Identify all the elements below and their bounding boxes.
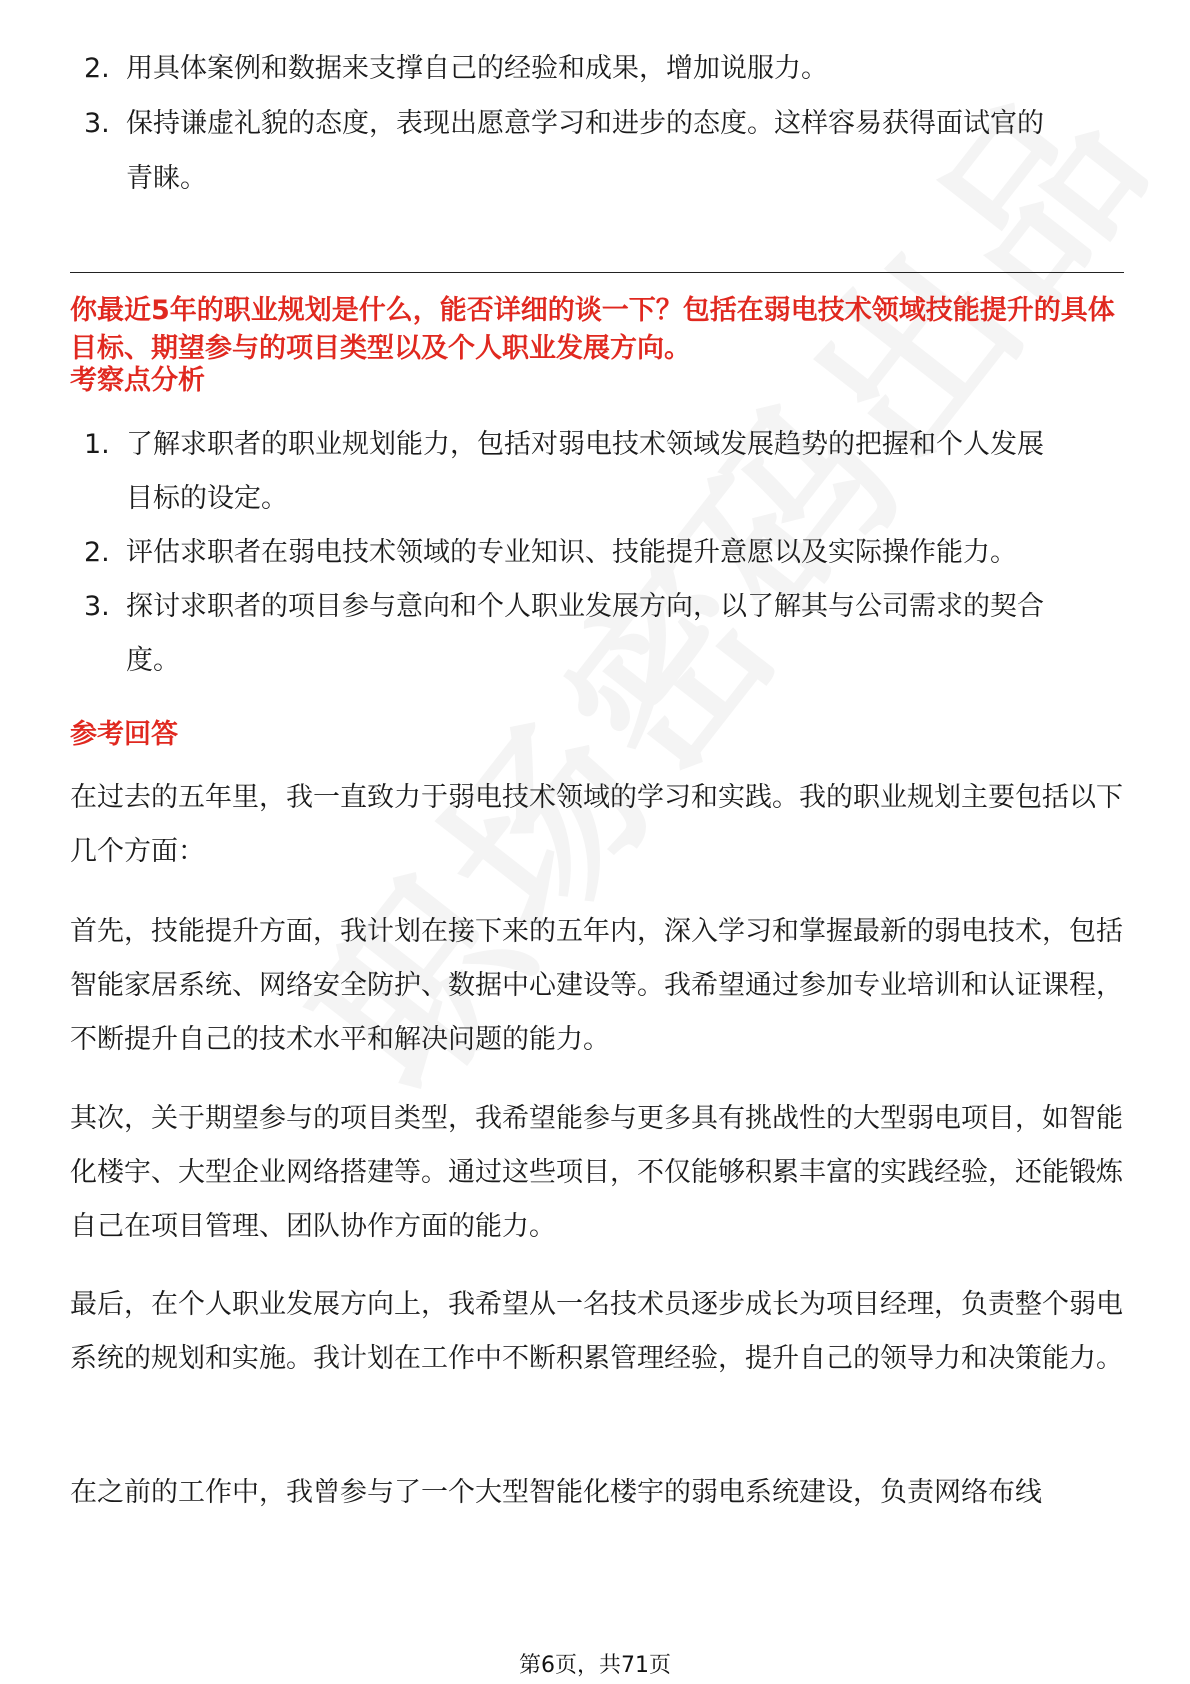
answer-paragraph: 其次，关于期望参与的项目类型，我希望能参与更多具有挑战性的大型弱电项目，如智能化楼宇、大型企业网络搭建等。通过这些项目，不仅能够积累丰富的实践经验，还能锻炼自己在项目管理、团队协作方面的能力。 [70,1103,1123,1242]
answer-paragraph: 最后，在个人职业发展方向上，我希望从一名技术员逐步成长为项目经理，负责整个弱电系统的规划和实施。我计划在工作中不断积累管理经验，提升自己的领导力和决策能力。 [70,1289,1123,1374]
page-number: 第6页，共71页 [519,1653,671,1678]
answer-paragraph: 首先，技能提升方面，我计划在接下来的五年内，深入学习和掌握最新的弱电技术，包括智能家居系统、网络安全防护、数据中心建设等。我希望通过参加专业培训和认证课程，不断提升自己的技术水平和解决问题的能力。 [70,916,1123,1055]
question-title: 你最近5年的职业规划是什么，能否详细的谈一下？包括在弱电技术领域技能提升的具体目标、期望参与的项目类型以及个人职业发展方向。 [70,295,1115,364]
answer-paragraph: 在之前的工作中，我曾参与了一个大型智能化楼宇的弱电系统建设，负责网络布线 [70,1477,1042,1508]
answer-paragraph: 在过去的五年里，我一直致力于弱电技术领域的学习和实践。我的职业规划主要包括以下几个方面： [70,782,1123,867]
analysis-heading: 考察点分析 [70,365,205,396]
divider [70,272,1124,273]
answer-heading: 参考回答 [70,719,178,750]
